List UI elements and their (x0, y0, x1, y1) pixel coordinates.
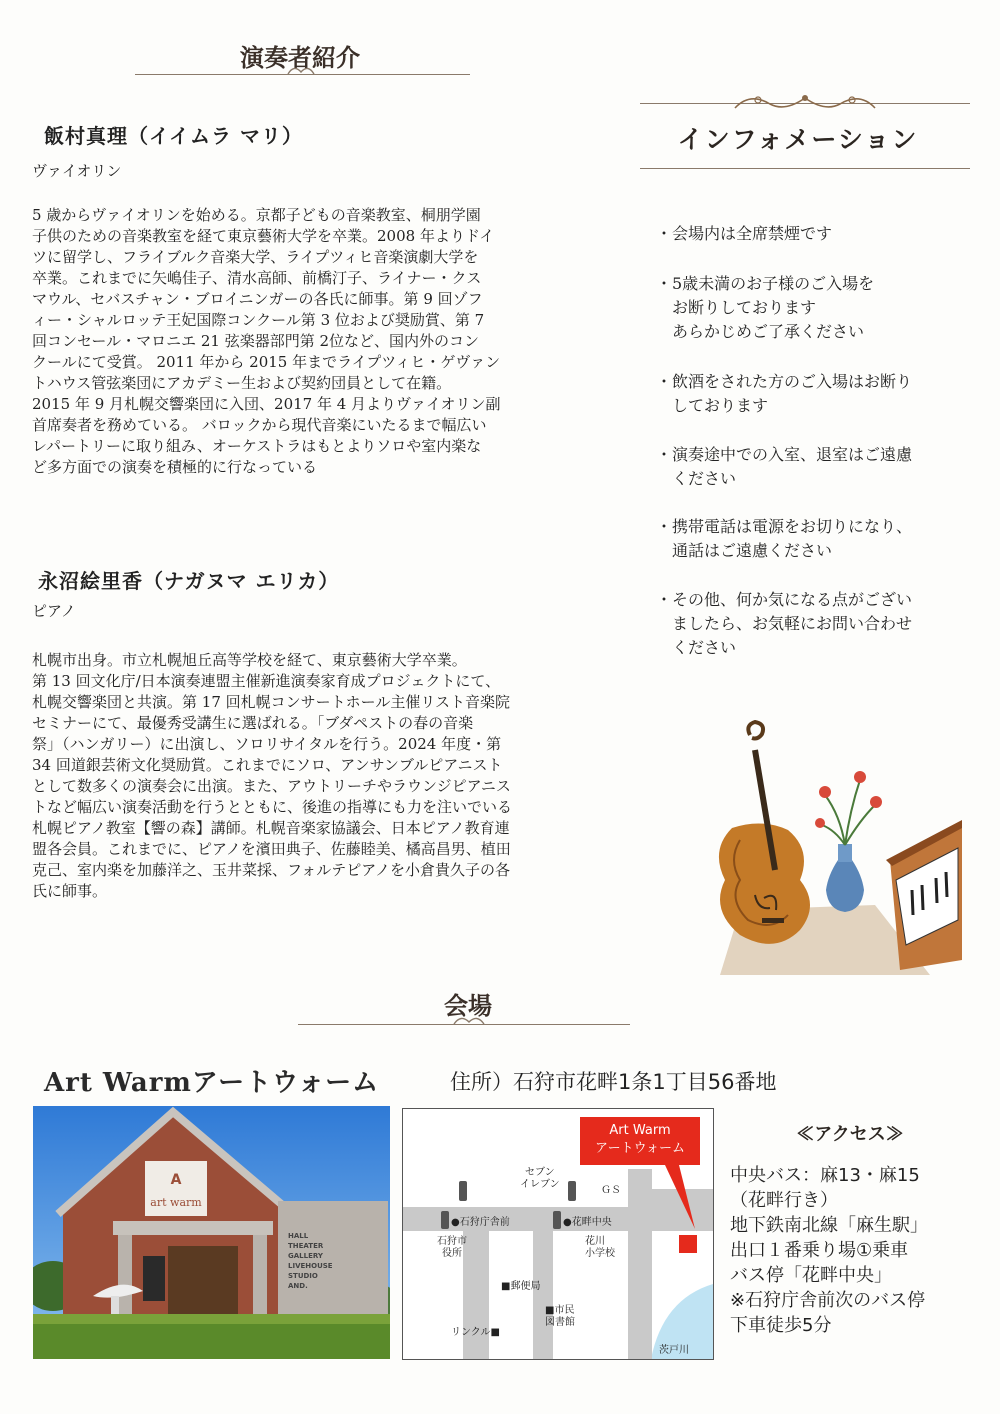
bio-line: 克己、室内楽を加藤洋之、玉井菜採、フォルテピアノを小倉貴久子の各 (32, 861, 511, 879)
info-line: あらかじめご了承ください (656, 322, 865, 341)
bio-line: 札幌交響楽団と共演。第 17 回札幌コンサートホール主催リスト音楽院 (32, 693, 511, 711)
map-label-bus-stop-1: ●石狩庁舎前 (451, 1217, 510, 1228)
svg-text:THEATER: THEATER (288, 1242, 324, 1250)
bio-line: 第 13 回文化庁/日本演奏連盟主催新進演奏家育成プロジェクトにて、 (32, 672, 501, 690)
svg-text:AND.: AND. (288, 1282, 308, 1290)
info-line: ・飲酒をされた方のご入場はお断り (656, 372, 913, 391)
svg-text:LIVEHOUSE: LIVEHOUSE (288, 1262, 333, 1270)
building-sign: art warm (150, 1196, 202, 1209)
venue-name: Art Warmアートウォーム (44, 1068, 380, 1098)
info-title: インフォメーション (677, 125, 919, 154)
info-line: ・会場内は全席禁煙です (656, 224, 833, 243)
access-map (402, 1108, 714, 1360)
venue-marker (679, 1235, 697, 1253)
bio-line: ど多方面での演奏を積極的に行なっている (32, 458, 318, 476)
info-line: ください (656, 469, 737, 488)
instrument-illustration (700, 720, 970, 975)
bio-line: 子供のための音楽教室を経て東京藝術大学を卒業。2008 年よりドイ (32, 227, 495, 245)
map-callout (580, 1117, 700, 1165)
bio-line: 札幌ピアノ教室【響の森】講師。札幌音楽家協議会、日本ピアノ教育連 (32, 819, 510, 837)
bio-line: 札幌市出身。市立札幌旭丘高等学校を経て、東京藝術大学卒業。 (32, 651, 467, 669)
info-item (656, 370, 912, 418)
access-line: （花畔行き） (730, 1190, 838, 1211)
access-line: 出口１番乗り場①乗車 (730, 1240, 909, 1261)
info-line: お断りしております (656, 298, 817, 317)
bio-line: 回コンセール・マロニエ 21 弦楽器部門第 2位など、国内外のコン (32, 332, 480, 350)
bio-line: 5 歳からヴァイオリンを始める。京都子どもの音楽教室、桐朋学園 (32, 206, 481, 224)
map-label-school: 花川 小学校 (585, 1236, 615, 1259)
map-label-river: 茨戸川 (659, 1345, 689, 1356)
map-label-city-hall: 石狩市 役所 (437, 1236, 467, 1259)
svg-text:GALLERY: GALLERY (288, 1252, 323, 1260)
venue-section-title: 会場 (444, 991, 492, 1020)
map-label-gs: ＧＳ (601, 1185, 621, 1196)
performer-1-instrument: ヴァイオリン (32, 162, 122, 180)
info-item (656, 515, 912, 563)
bio-line: 氏に師事。 (32, 882, 108, 900)
vase-icon (815, 771, 882, 912)
access-details (730, 1163, 990, 1338)
info-line: 通話はご遠慮ください (656, 541, 833, 560)
bio-line: トハウス管弦楽団にアカデミー生および契約団員として在籍。 (32, 374, 452, 392)
info-line: ・演奏途中での入室、退室はご遠慮 (656, 445, 913, 464)
bio-line: 34 回道銀芸術文化奨励賞。これまでにソロ、アンサンブルピアニスト (32, 756, 503, 774)
info-item (656, 222, 832, 246)
access-line: 中央バス：麻13・麻15 (730, 1165, 920, 1186)
svg-text:A: A (170, 1172, 182, 1188)
bio-line: マウル、セバスチャン・ブロイニンガーの各氏に師事。第 9 回ゾフ (32, 290, 483, 308)
access-title: ≪アクセス≫ (796, 1124, 904, 1145)
access-line: 地下鉄南北線「麻生駅」 (730, 1215, 928, 1236)
venue-photo (33, 1106, 390, 1359)
svg-text:HALL: HALL (288, 1232, 309, 1240)
map-label-library: ■市民 図書館 (545, 1305, 575, 1328)
access-line: ※石狩庁舎前次のバス停 (730, 1290, 926, 1311)
bio-line: クールにて受賞。 2011 年から 2015 年までライプツィヒ・ゲヴァン (32, 353, 501, 371)
ornament-icon (286, 64, 316, 78)
info-line: ましたら、お気軽にお問い合わせ (656, 614, 913, 633)
ornament-icon (452, 1014, 486, 1028)
performer-2-name: 永沼絵里香（ナガヌマ エリカ） (38, 569, 340, 593)
info-line: ・その他、何か気になる点がござい (656, 590, 913, 609)
map-label-seven-eleven: セブン イレブン (520, 1167, 560, 1190)
bio-line: ィー・シャルロッテ王妃国際コンクール第 3 位および奨励賞、第 7 (32, 311, 485, 329)
performers-section-title: 演奏者紹介 (240, 43, 360, 72)
info-item (656, 272, 874, 344)
access-line: バス停「花畔中央」 (730, 1265, 892, 1286)
bio-line: 卒業。これまでに矢嶋佳子、清水高師、前橋汀子、ライナー・クス (32, 269, 482, 287)
venue-address: 住所）石狩市花畔1条1丁目56番地 (450, 1070, 777, 1094)
bio-line: 盟各会員。これまでに、ピアノを濱田典子、佐藤睦美、橘高昌男、植田 (32, 840, 511, 858)
performer-2-bio (32, 650, 602, 902)
bio-line: レパートリーに取り組み、オーケストラはもとよりソロや室内楽な (32, 437, 482, 455)
map-label-post-office: ■郵便局 (501, 1281, 541, 1292)
bio-line: 首席奏者を務めている。 バロックから現代音楽にいたるまで幅広い (32, 416, 487, 434)
bio-line: 2015 年 9 月札幌交響楽団に入団、2017 年 4 月よりヴァイオリン副 (32, 395, 501, 413)
info-line: ください (656, 638, 737, 657)
info-line: ・5歳未満のお子様のご入場を (656, 274, 875, 293)
info-item (656, 443, 912, 491)
svg-text:STUDIO: STUDIO (288, 1272, 318, 1280)
bio-line: 祭」（ハンガリー）に出演し、ソロリサイタルを行う。2024 年度・第 (32, 735, 502, 753)
info-item (656, 588, 912, 660)
info-bottom-divider (640, 168, 970, 169)
performer-1-name: 飯村真理（イイムラ マリ） (44, 124, 303, 148)
callout-line: アートウォーム (594, 1141, 686, 1156)
map-label-bus-stop-2: ●花畔中央 (563, 1217, 612, 1228)
performer-2-instrument: ピアノ (32, 602, 76, 620)
ornament-icon (730, 90, 880, 116)
performer-1-bio (32, 205, 592, 478)
bio-line: ツに留学し、フライブルク音楽大学、ライプツィヒ音楽演劇大学を (32, 248, 479, 266)
info-line: ・携帯電話は電源をお切りになり、 (656, 517, 913, 536)
map-label-rinkuru: リンクル■ (451, 1327, 500, 1338)
access-line: 下車徒歩5分 (730, 1315, 832, 1336)
bio-line: として数多くの演奏会に出演。また、アウトリーチやラウンジピアニス (32, 777, 511, 795)
cello-icon (719, 722, 810, 944)
bio-line: トなど幅広い演奏活動を行うとともに、後進の指導にも力を注いでいる (32, 798, 513, 816)
callout-line: Art Warm (609, 1123, 671, 1138)
bio-line: セミナーにて、最優秀受講生に選ばれる。「ブダペストの春の音楽 (32, 714, 474, 732)
info-line: しております (656, 396, 769, 415)
